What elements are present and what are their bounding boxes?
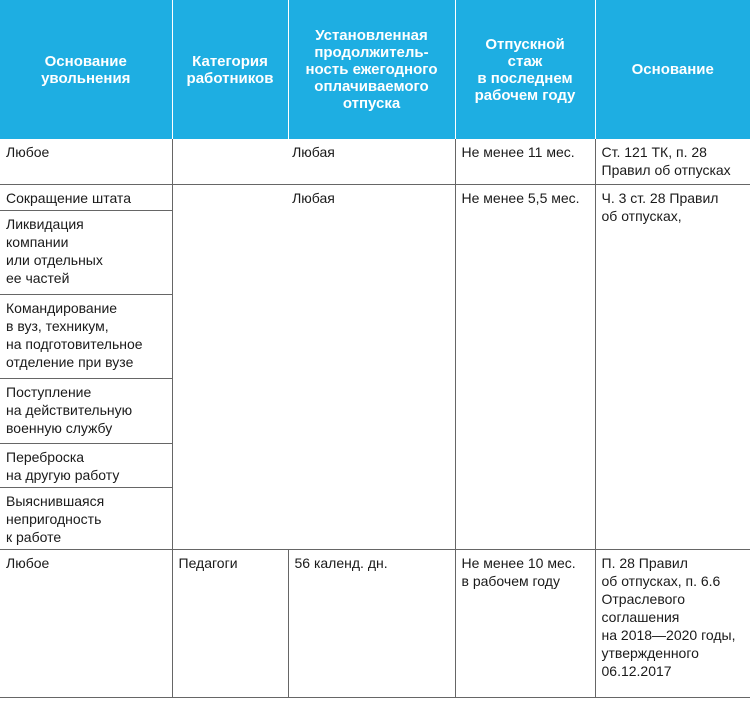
- cell-category-duration: Любая: [172, 184, 455, 549]
- cell-reason: Выяснившаяся непригодность к работе: [0, 487, 172, 549]
- cell-reason: Любое: [0, 549, 172, 697]
- header-leave-duration: Установленная продолжитель- ность ежегодного оплачиваемого отпуска: [288, 0, 455, 139]
- header-tenure: Отпускной стаж в последнем рабочем году: [455, 0, 595, 139]
- header-basis: Основание: [595, 0, 750, 139]
- cell-reason: Ликвидация компании или отдельных ее частей: [0, 210, 172, 294]
- header-dismissal-reason: Основание увольнения: [0, 0, 172, 139]
- cell-tenure: Не менее 5,5 мес.: [455, 184, 595, 549]
- cell-basis: Ч. 3 ст. 28 Правил об отпусках,: [595, 184, 750, 549]
- cell-category-duration: Любая: [172, 139, 455, 184]
- cell-reason: Поступление на действительную военную службу: [0, 378, 172, 443]
- table-row: [0, 139, 750, 184]
- cell-tenure: Не менее 10 мес. в рабочем году: [455, 549, 595, 697]
- cell-reason: Переброска на другую работу: [0, 443, 172, 487]
- header-employee-category: Категория работников: [172, 0, 288, 139]
- cell-basis: П. 28 Правил об отпусках, п. 6.6 Отраслевого соглашения на 2018—2020 годы, утвержденного 06.12.2017: [595, 549, 750, 697]
- cell-basis: Ст. 121 ТК, п. 28 Правил об отпусках: [595, 139, 750, 184]
- cell-category: Педагоги: [172, 549, 288, 697]
- table-row: [0, 549, 750, 697]
- cell-reason: Сокращение штата: [0, 184, 172, 210]
- cell-tenure: Не менее 11 мес.: [455, 139, 595, 184]
- table-row: [0, 184, 750, 210]
- cell-reason: Любое: [0, 139, 172, 184]
- table-header-row: [0, 0, 750, 139]
- cell-duration: 56 календ. дн.: [288, 549, 455, 697]
- cell-reason: Командирование в вуз, техникум, на подготовительное отделение при вузе: [0, 294, 172, 378]
